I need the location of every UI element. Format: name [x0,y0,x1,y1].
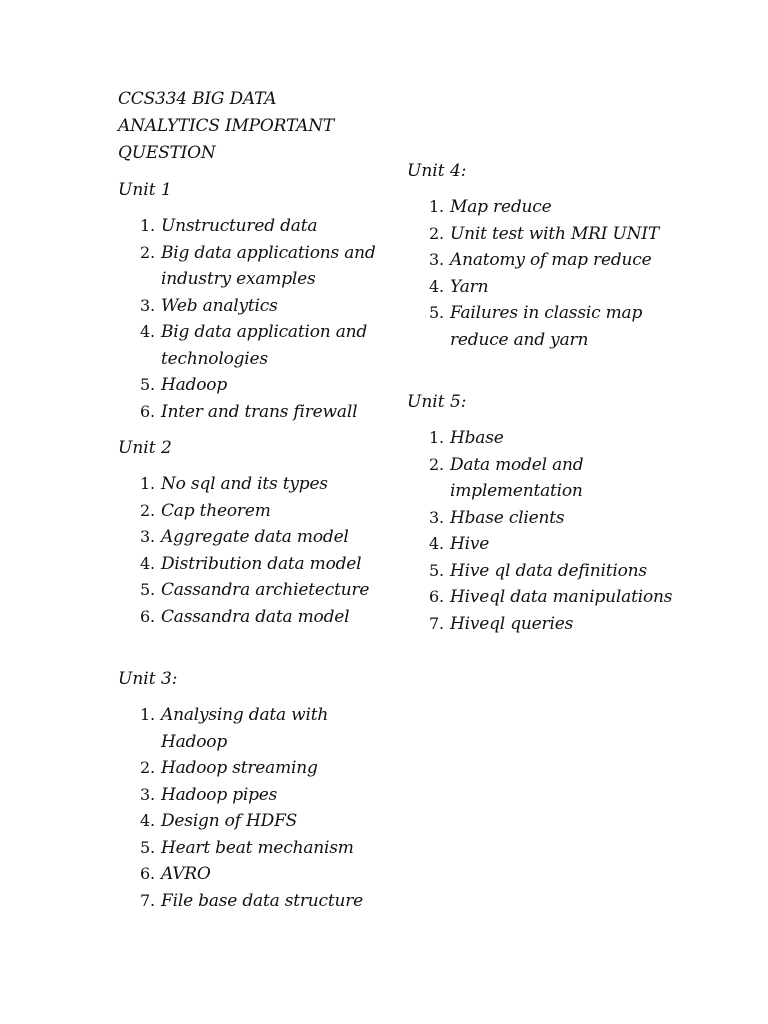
document-title: CCS334 BIG DATA ANALYTICS IMPORTANT QUESTION [118,89,335,163]
list-item: 1. No sql and its types [140,474,328,494]
list-item: 1. Unstructured data [140,216,318,236]
list-item: 4. Hive [429,534,490,554]
list-item: 4. Big data application and technologies [140,322,368,369]
list-item: 3. Web analytics [140,295,278,316]
list-item: 5. Heart beat mechanism [140,837,354,858]
list-item: 2. Hadoop streaming [140,758,318,778]
list-item: 3. Hadoop pipes [140,784,278,805]
list-item: 4. Design of HDFS [140,811,298,831]
unit-1-list [118,213,378,425]
list-item: 4. Distribution data model [140,553,362,574]
unit-2-heading: Unit 2 [118,438,172,458]
unit-4-heading: Unit 4: [407,161,467,181]
list-item: 2. Unit test with MRI UNIT [429,223,659,244]
unit-3-heading: Unit 3: [118,669,178,689]
unit-3-list [118,702,378,914]
unit-1-heading: Unit 1 [118,180,172,200]
list-item: 3. Anatomy of map reduce [429,250,652,270]
list-item: 7. File base data structure [140,890,364,911]
unit-5-heading: Unit 5: [407,392,467,412]
right-column [407,158,677,637]
list-item: 3. Aggregate data model [140,527,349,547]
list-item: 5. Hive ql data definitions [429,560,647,581]
list-item: 4. Yarn [429,276,489,297]
list-item: 3. Hbase clients [429,507,565,528]
list-item: 6. AVRO [140,864,211,884]
list-item: 6. Cassandra data model [140,606,350,627]
unit-2-list [118,471,378,630]
list-item: 6. Hiveql data manipulations [429,587,673,607]
list-item: 2. Big data applications and industry examples [140,242,376,289]
unit-4-list [407,194,677,353]
list-item: 1. Analysing data with Hadoop [140,705,329,752]
list-item: 5. Hadoop [140,375,227,395]
list-item: 1. Hbase [429,428,504,448]
list-item: 6. Inter and trans firewall [140,401,358,422]
left-column [118,86,378,914]
list-item: 2. Cap theorem [140,500,271,521]
list-item: 5. Failures in classic map reduce and yarn [429,303,643,350]
unit-5-list [407,425,677,637]
list-item: 2. Data model and implementation [429,454,584,501]
list-item: 5. Cassandra archietecture [140,580,370,600]
list-item: 1. Map reduce [429,197,552,217]
list-item: 7. Hiveql queries [429,613,574,634]
